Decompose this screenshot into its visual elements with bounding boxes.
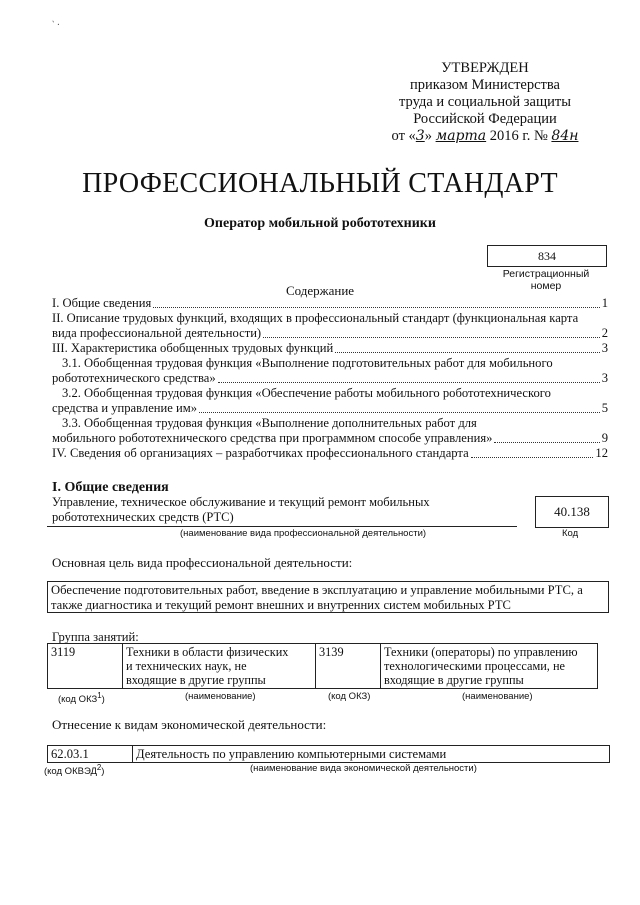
registration-caption: Регистрационный номер: [502, 268, 590, 292]
handwritten-month: марта: [435, 128, 487, 144]
approval-block: [370, 60, 600, 145]
caption-name: (наименование): [462, 691, 533, 702]
okz-name-1: Техники в области физических и технических наук, не входящие в другие группы: [123, 644, 316, 689]
okz-name-2: Техники (операторы) по управлению технологическими процессами, не входящие в другие группы: [381, 644, 598, 689]
table-row: [48, 644, 598, 689]
okved-name: Деятельность по управлению компьютерными системами: [133, 746, 610, 763]
code-caption: Код: [562, 528, 579, 539]
approval-date: от «3» марта 2016 г. № 84н: [391, 128, 579, 144]
okz-code-2: 3139: [316, 644, 381, 689]
caption-name: (наименование): [185, 691, 256, 702]
handwritten-day: 3: [415, 128, 425, 144]
registration-number-box: 834: [487, 245, 607, 267]
caption-okz-code: (код ОКЗ$^1$): [58, 691, 105, 706]
okz-code-1: 3119: [48, 644, 123, 689]
economic-activity-table: [47, 745, 610, 763]
goal-label: Основная цель вида профессиональной деятельности:: [52, 555, 353, 570]
group-label: Группа занятий:: [52, 630, 139, 644]
toc-item[interactable]: I. Общие сведения 1: [52, 296, 608, 310]
page-title: ПРОФЕССИОНАЛЬНЫЙ СТАНДАРТ: [82, 168, 558, 199]
section-heading: I. Общие сведения: [52, 480, 169, 495]
toc-list: I. Общие сведения 1 II. Описание трудовых функций, входящих в профессиональный стандарт (функциональная карта вида профессиональной деятельности) 2 III. Характеристика обобщенных трудовых функций 3 3.1. Обобщенная трудовая функция «Выполнение подготовительных работ для мобильного робототехнического средства» 3 3.2. Обобщенная трудовая функция «Обеспечение работы мобильного робототехнического средства и управление им» 5 3.3. Обобщенная трудовая функция «Выполнение дополнительных работ для мобильного робототехнического средства при программном способе управления» 9 IV. Сведения об организациях – разработчиках профессионального стандарта 12: [52, 296, 608, 460]
approval-line: приказом Министерства: [410, 77, 560, 93]
toc-item[interactable]: IV. Сведения об организациях – разработчиках профессионального стандарта 12: [52, 446, 608, 460]
okved-code: 62.03.1: [48, 746, 133, 763]
toc-item[interactable]: II. Описание трудовых функций, входящих в профессиональный стандарт (функциональная карта: [52, 311, 579, 325]
goal-box: Обеспечение подготовительных работ, введение в эксплуатацию и управление мобильными РТС, а также диагностика и текущий ремонт внешних и внутренних систем мобильных РТС: [47, 581, 609, 613]
activity-name: Управление, техническое обслуживание и текущий ремонт мобильных робототехнических средств (РТС): [52, 495, 430, 524]
standard-name: Оператор мобильной робототехники: [204, 216, 436, 231]
activity-code-box: 40.138: [535, 496, 609, 528]
margin-mark: ‵ ·: [52, 20, 61, 31]
divider: [47, 526, 517, 527]
toc-item[interactable]: 3.1. Обобщенная трудовая функция «Выполнение подготовительных работ для мобильного: [62, 356, 553, 370]
activity-caption: (наименование вида профессиональной деятельности): [180, 528, 427, 539]
approval-line: Российской Федерации: [413, 111, 557, 127]
table-row: [48, 746, 610, 763]
caption-okved-code: (код ОКВЭД$^2$): [44, 763, 105, 778]
toc-item[interactable]: 3.3. Обобщенная трудовая функция «Выполнение дополнительных работ для: [62, 416, 477, 430]
toc-item[interactable]: 3.2. Обобщенная трудовая функция «Обеспечение работы мобильного робототехнического: [62, 386, 551, 400]
occupation-group-table: [47, 643, 598, 689]
caption-okved-name: (наименование вида экономической деятельности): [250, 763, 477, 774]
approval-line: УТВЕРЖДЕН: [441, 60, 529, 76]
caption-okz-code: (код ОКЗ): [328, 691, 371, 702]
economic-label: Отнесение к видам экономической деятельности:: [52, 717, 327, 732]
toc-heading: Содержание: [285, 283, 355, 298]
approval-line: труда и социальной защиты: [399, 94, 571, 110]
toc-item[interactable]: III. Характеристика обобщенных трудовых функций 3: [52, 341, 608, 355]
handwritten-number: 84н: [551, 128, 579, 144]
